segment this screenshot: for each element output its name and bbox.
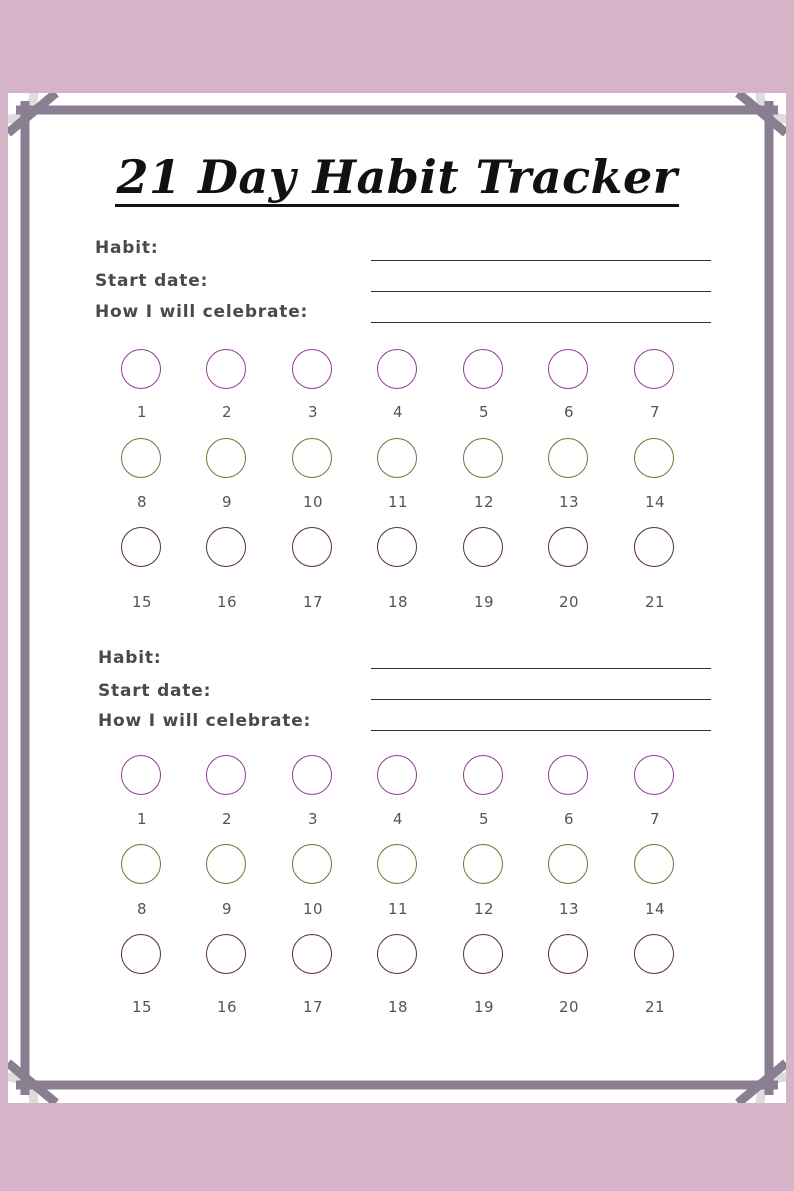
page-title-text: 21 Day Habit Tracker — [115, 150, 680, 207]
habit-line[interactable] — [371, 668, 711, 669]
day-number: 4 — [392, 403, 404, 421]
day-number: 17 — [302, 998, 324, 1016]
day-circle[interactable] — [121, 349, 161, 389]
day-number: 12 — [473, 900, 495, 918]
celebrate-label: How I will celebrate: — [95, 302, 309, 322]
day-number: 2 — [221, 403, 233, 421]
day-number: 17 — [302, 593, 324, 611]
day-circle[interactable] — [292, 755, 332, 795]
day-circle[interactable] — [206, 438, 246, 478]
day-circle[interactable] — [634, 755, 674, 795]
celebrate-label: How I will celebrate: — [98, 711, 312, 731]
start-date-label: Start date: — [98, 681, 212, 701]
day-circle[interactable] — [463, 349, 503, 389]
day-circle[interactable] — [634, 934, 674, 974]
day-circle[interactable] — [206, 934, 246, 974]
day-number: 21 — [644, 998, 666, 1016]
page-title — [0, 150, 794, 204]
day-number: 10 — [302, 900, 324, 918]
day-number: 18 — [387, 593, 409, 611]
celebrate-line[interactable] — [371, 730, 711, 731]
day-circle[interactable] — [548, 438, 588, 478]
day-circle[interactable] — [377, 755, 417, 795]
day-circle[interactable] — [206, 755, 246, 795]
day-number: 3 — [307, 403, 319, 421]
day-circle[interactable] — [292, 438, 332, 478]
day-circle[interactable] — [377, 844, 417, 884]
day-circle[interactable] — [634, 349, 674, 389]
day-circle[interactable] — [463, 934, 503, 974]
day-circle[interactable] — [377, 934, 417, 974]
day-number: 16 — [216, 998, 238, 1016]
habit-label: Habit: — [95, 238, 159, 258]
day-number: 16 — [216, 593, 238, 611]
day-circle[interactable] — [377, 527, 417, 567]
day-circle[interactable] — [634, 438, 674, 478]
day-number: 15 — [131, 998, 153, 1016]
day-circle[interactable] — [121, 527, 161, 567]
day-number: 18 — [387, 998, 409, 1016]
day-circle[interactable] — [548, 755, 588, 795]
day-number: 9 — [221, 493, 233, 511]
day-number: 2 — [221, 810, 233, 828]
day-circle[interactable] — [121, 844, 161, 884]
day-number: 19 — [473, 998, 495, 1016]
day-number: 4 — [392, 810, 404, 828]
day-number: 7 — [649, 403, 661, 421]
day-number: 11 — [387, 493, 409, 511]
day-circle[interactable] — [463, 755, 503, 795]
day-circle[interactable] — [121, 438, 161, 478]
day-number: 3 — [307, 810, 319, 828]
day-number: 8 — [136, 493, 148, 511]
day-number: 20 — [558, 593, 580, 611]
habit-line[interactable] — [371, 260, 711, 261]
day-number: 10 — [302, 493, 324, 511]
day-number: 7 — [649, 810, 661, 828]
day-number: 6 — [563, 810, 575, 828]
day-circle[interactable] — [206, 527, 246, 567]
day-number: 8 — [136, 900, 148, 918]
day-number: 6 — [563, 403, 575, 421]
day-number: 5 — [478, 403, 490, 421]
day-number: 14 — [644, 900, 666, 918]
day-circle[interactable] — [121, 934, 161, 974]
habit-label: Habit: — [98, 648, 162, 668]
day-number: 20 — [558, 998, 580, 1016]
day-circle[interactable] — [548, 527, 588, 567]
day-number: 13 — [558, 900, 580, 918]
day-circle[interactable] — [463, 438, 503, 478]
day-number: 9 — [221, 900, 233, 918]
day-circle[interactable] — [463, 527, 503, 567]
day-number: 14 — [644, 493, 666, 511]
day-circle[interactable] — [548, 934, 588, 974]
day-circle[interactable] — [121, 755, 161, 795]
start-date-label: Start date: — [95, 271, 209, 291]
day-circle[interactable] — [292, 527, 332, 567]
day-circle[interactable] — [292, 349, 332, 389]
day-circle[interactable] — [206, 349, 246, 389]
day-circle[interactable] — [292, 934, 332, 974]
celebrate-line[interactable] — [371, 322, 711, 323]
start-date-line[interactable] — [371, 699, 711, 700]
day-number: 1 — [136, 403, 148, 421]
day-number: 11 — [387, 900, 409, 918]
day-number: 15 — [131, 593, 153, 611]
day-number: 19 — [473, 593, 495, 611]
day-number: 21 — [644, 593, 666, 611]
day-circle[interactable] — [377, 349, 417, 389]
day-number: 5 — [478, 810, 490, 828]
day-circle[interactable] — [634, 844, 674, 884]
day-number: 1 — [136, 810, 148, 828]
start-date-line[interactable] — [371, 291, 711, 292]
day-number: 13 — [558, 493, 580, 511]
day-circle[interactable] — [463, 844, 503, 884]
day-circle[interactable] — [377, 438, 417, 478]
day-number: 12 — [473, 493, 495, 511]
day-circle[interactable] — [206, 844, 246, 884]
day-circle[interactable] — [548, 349, 588, 389]
day-circle[interactable] — [292, 844, 332, 884]
day-circle[interactable] — [634, 527, 674, 567]
day-circle[interactable] — [548, 844, 588, 884]
